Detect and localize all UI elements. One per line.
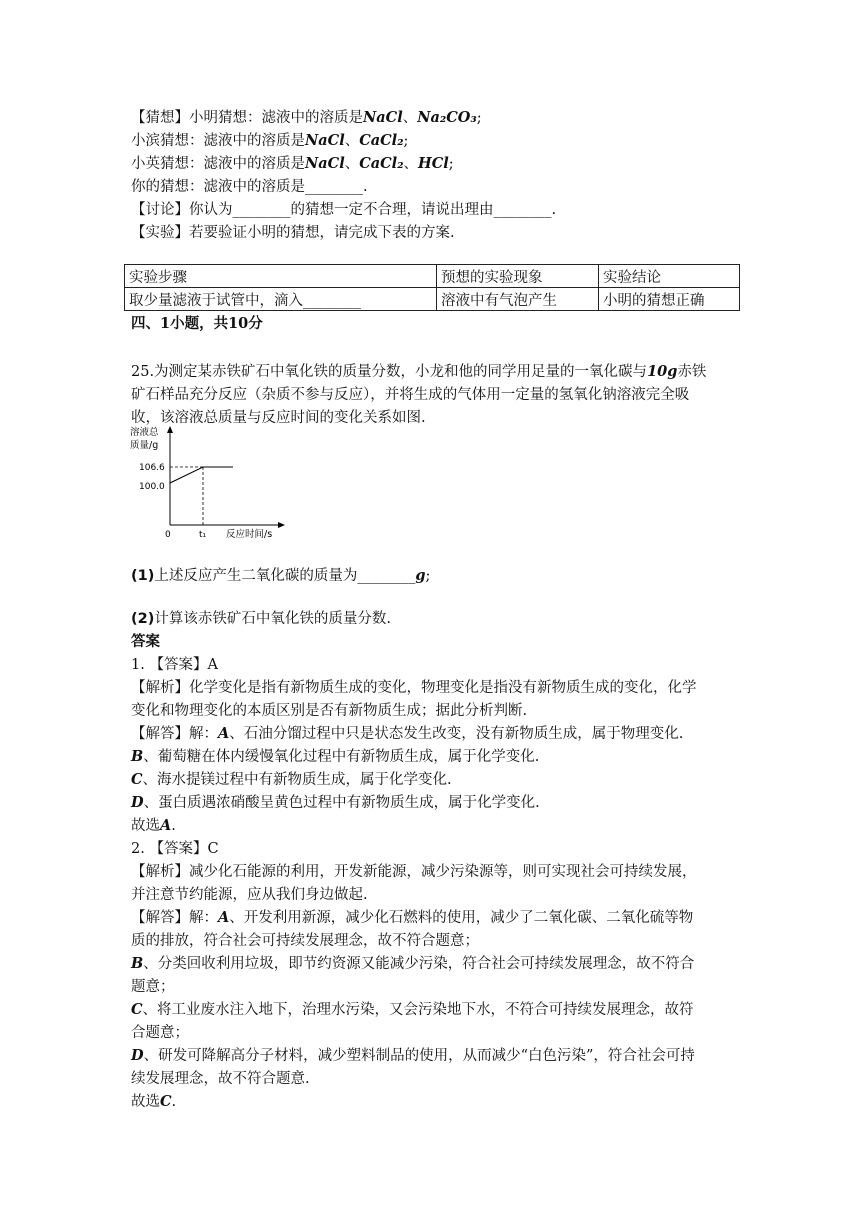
hypothesis-xiaoming: 【猜想】小明猜想：滤液中的溶质是NaCl、Na₂CO₃;: [131, 109, 482, 126]
answer-2-solution-c: C、将工业废水注入地下，治理水污染，又会污染地下水，不符合可持续发展理念，故符: [131, 1001, 694, 1018]
table-header-cell: 预想的实验现象: [437, 265, 599, 288]
x-axis-label: 反应时间/s: [226, 529, 273, 540]
answer-1-solution-c: C、海水提镁过程中有新物质生成，属于化学变化.: [131, 771, 452, 788]
answer-1-analysis: 【解析】化学变化是指有新物质生成的变化，物理变化是指没有新物质生成的变化，化学: [131, 680, 697, 696]
answer-2-solution-a-cont: 质的排放，符合社会可持续发展理念，故不符合题意；: [131, 933, 479, 949]
table-header-cell: 实验结论: [599, 265, 740, 288]
hypothesis-yours: 你的猜想：滤液中的溶质是________.: [131, 179, 368, 195]
answer-1-solution-b: B、葡萄糖在体内缓慢氧化过程中有新物质生成，属于化学变化.: [131, 748, 540, 765]
discussion-line: 【讨论】你认为________的猜想一定不合理，请说出理由________.: [131, 202, 557, 218]
answer-1-solution-a: 【解答】解：A、石油分馏过程中只是状态发生改变，没有新物质生成，属于物理变化.: [131, 725, 684, 742]
answer-1-choice: 故选A.: [131, 817, 176, 834]
x-tick-label: t₁: [199, 530, 207, 540]
answer-2-head: 2. 【答案】C: [131, 841, 219, 857]
y-axis-arrow: [167, 426, 173, 433]
y-axis-label: 质量/g: [130, 440, 159, 451]
hypothesis-xiaoying: 小英猜想：滤液中的溶质是NaCl、CaCl₂、HCl;: [131, 155, 454, 172]
origin-label: 0: [165, 530, 171, 540]
q25-line-1: 25.为测定某赤铁矿石中氧化铁的质量分数，小龙和他的同学用足量的一氧化碳与10g赤铁: [131, 363, 707, 380]
table-cell: 小明的猜想正确: [599, 288, 740, 311]
table-cell: 取少量滤液于试管中，滴入________: [125, 288, 437, 311]
x-axis-arrow: [278, 522, 285, 528]
experiment-intro: 【实验】若要验证小明的猜想，请完成下表的方案.: [131, 225, 455, 241]
series-line: [170, 467, 233, 483]
answer-2-solution-d: D、研发可降解高分子材料，减少塑料制品的使用，从而减少“白色污染”，符合社会可持: [131, 1047, 695, 1064]
answer-2-solution-b: B、分类回收利用垃圾，即节约资源又能减少污染，符合社会可持续发展理念，故不符合: [131, 955, 695, 972]
answer-2-solution-c-cont: 合题意；: [131, 1025, 189, 1041]
answer-1-analysis: 变化和物理变化的本质区别是否有新物质生成；据此分析判断.: [131, 703, 528, 719]
answer-2-solution-d-cont: 续发展理念，故不符合题意.: [131, 1071, 310, 1087]
answer-2-choice: 故选C.: [131, 1093, 177, 1110]
y-tick-label: 106.6: [139, 463, 165, 473]
answer-1-solution-d: D、蛋白质遇浓硝酸呈黄色过程中有新物质生成，属于化学变化.: [131, 794, 540, 811]
table-row: [125, 288, 740, 311]
section-heading: 四、1小题，共10分: [131, 315, 263, 332]
table-cell: 溶液中有气泡产生: [437, 288, 599, 311]
q25-sub1: (1)上述反应产生二氧化碳的质量为________g;: [131, 567, 431, 584]
table-header-row: [125, 265, 740, 288]
hypothesis-xiaobin: 小滨猜想：滤液中的溶质是NaCl、CaCl₂;: [131, 132, 409, 149]
table-header-cell: 实验步骤: [125, 265, 437, 288]
answer-1-head: 1. 【答案】A: [131, 657, 218, 673]
answer-2-solution-a: 【解答】解：A、开发利用新源，减少化石燃料的使用，减少了二氧化碳、二氧化硫等物: [131, 909, 694, 926]
experiment-table: [124, 264, 740, 311]
q25-line-2: 矿石样品充分反应（杂质不参与反应），并将生成的气体用一定量的氢氧化钠溶液完全吸: [131, 387, 690, 403]
answer-2-analysis: 并注意节约能源，应从我们身边做起.: [131, 887, 368, 903]
answers-heading: 答案: [131, 633, 160, 650]
answer-2-analysis: 【解析】减少化石能源的利用，开发新能源，减少污染源等，则可实现社会可持续发展，: [131, 864, 697, 880]
answer-2-solution-b-cont: 题意；: [131, 979, 175, 995]
y-tick-label: 100.0: [139, 482, 165, 492]
q25-sub2: (2)计算该赤铁矿石中氧化铁的质量分数.: [131, 611, 391, 627]
mass-time-chart: [125, 425, 295, 545]
y-axis-label: 溶液总: [130, 427, 159, 438]
q25-line-3: 收，该溶液总质量与反应时间的变化关系如图.: [131, 410, 426, 426]
